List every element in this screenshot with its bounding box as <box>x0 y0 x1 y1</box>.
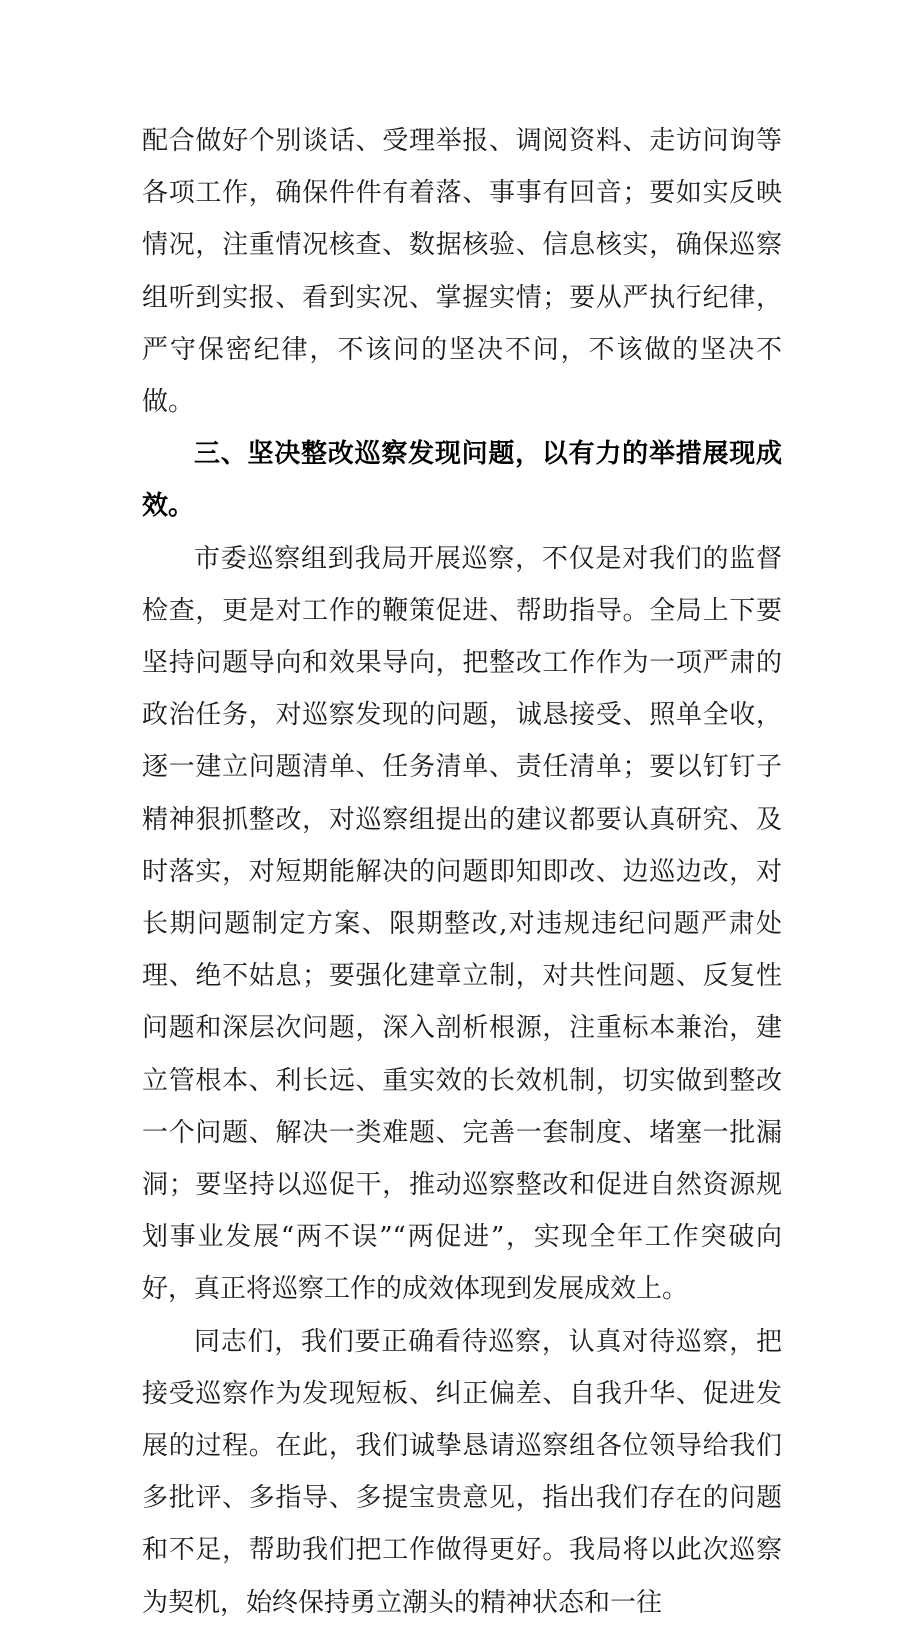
paragraph-closing-remarks: 同志们，我们要正确看待巡察，认真对待巡察，把接受巡察作为发现短板、纠正偏差、自我升华、促进发展的过程。在此，我们诚挚恳请巡察组各位领导给我们多批评、多指导、多提宝贵意见，指出我们存在的问题和不足，帮助我们把工作做得更好。我局将以此次巡察为契机，始终保持勇立潮头的精神状态和一往 <box>142 1326 782 1618</box>
section-heading-three: 三、坚决整改巡察发现问题，以有力的举措展现成效。 <box>142 439 782 522</box>
paragraph-inspection-cooperation: 配合做好个别谈话、受理举报、调阅资料、走访问询等各项工作，确保件件有着落、事事有回音；要如实反映情况，注重情况核查、数据核验、信息核实，确保巡察组听到实报、看到实况、掌握实情；要从严执行纪律，严守保密纪律，不该问的坚决不问，不该做的坚决不做。 <box>142 126 782 418</box>
document-body <box>142 115 782 1629</box>
paragraph-rectification: 市委巡察组到我局开展巡察，不仅是对我们的监督检查，更是对工作的鞭策促进、帮助指导。全局上下要坚持问题导向和效果导向，把整改工作作为一项严肃的政治任务，对巡察发现的问题，诚恳接受、照单全收，逐一建立问题清单、任务清单、责任清单；要以钉钉子精神狠抓整改，对巡察组提出的建议都要认真研究、及时落实，对短期能解决的问题即知即改、边巡边改，对长期问题制定方案、限期整改,对违规违纪问题严肃处理、绝不姑息；要强化建章立制，对共性问题、反复性问题和深层次问题，深入剖析根源，注重标本兼治，建立管根本、利长远、重实效的长效机制，切实做到整改一个问题、解决一类难题、完善一套制度、堵塞一批漏洞；要坚持以巡促干，推动巡察整改和促进自然资源规划事业发展“两不误”“两促进”，实现全年工作突破向好，真正将巡察工作的成效体现到发展成效上。 <box>142 543 782 1305</box>
